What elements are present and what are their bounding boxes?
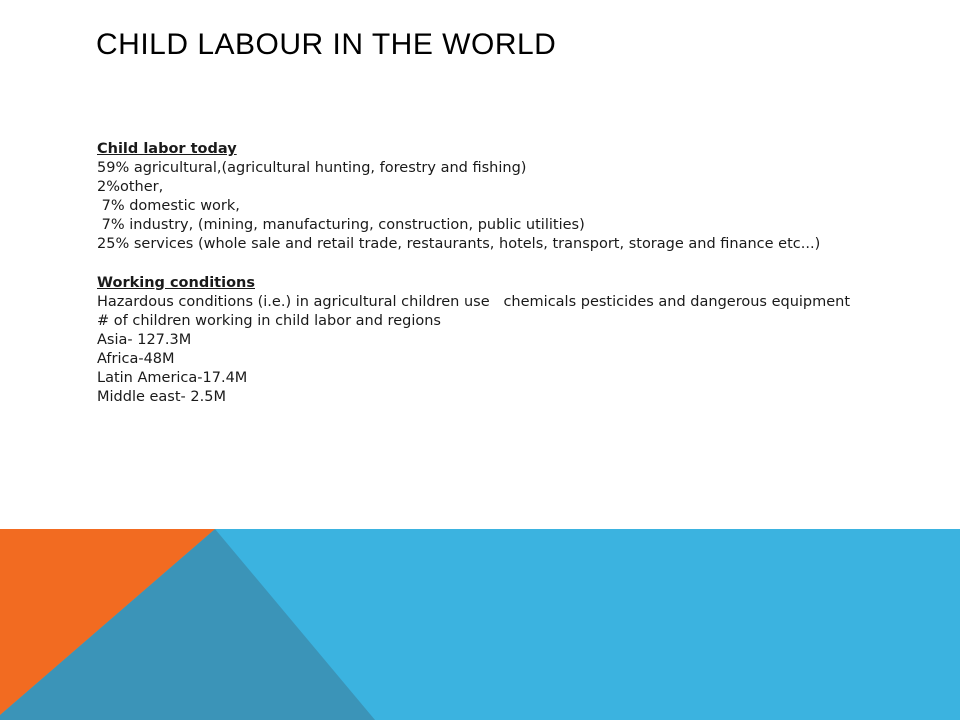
body-line: Hazardous conditions (i.e.) in agricultural children use chemicals pesticides and dangerous equipment [97,293,851,310]
body-line: # of children working in child labor and regions [97,312,441,329]
blank-line [97,255,877,274]
body-line: Latin America-17.4M [97,370,248,387]
section-heading-child-labor-today: Child labor today [97,141,237,157]
body-line: 2%other, [97,179,164,196]
body-line: Africa-48M [97,350,175,367]
body-line: 7% domestic work, [97,198,240,215]
decorative-footer-shapes [0,529,960,720]
body-line: 25% services (whole sale and retail trade, restaurants, hotels, transport, storage and finance etc...) [97,236,821,253]
section-heading-working-conditions: Working conditions [97,274,255,291]
slide-body [97,140,877,407]
body-line: Asia- 127.3M [97,331,192,348]
slide-title: CHILD LABOUR IN THE WORLD [96,28,557,61]
body-line: Middle east- 2.5M [97,389,226,406]
body-line: 59% agricultural,(agricultural hunting, forestry and fishing) [97,160,527,177]
body-line: 7% industry, (mining, manufacturing, construction, public utilities) [97,217,585,234]
